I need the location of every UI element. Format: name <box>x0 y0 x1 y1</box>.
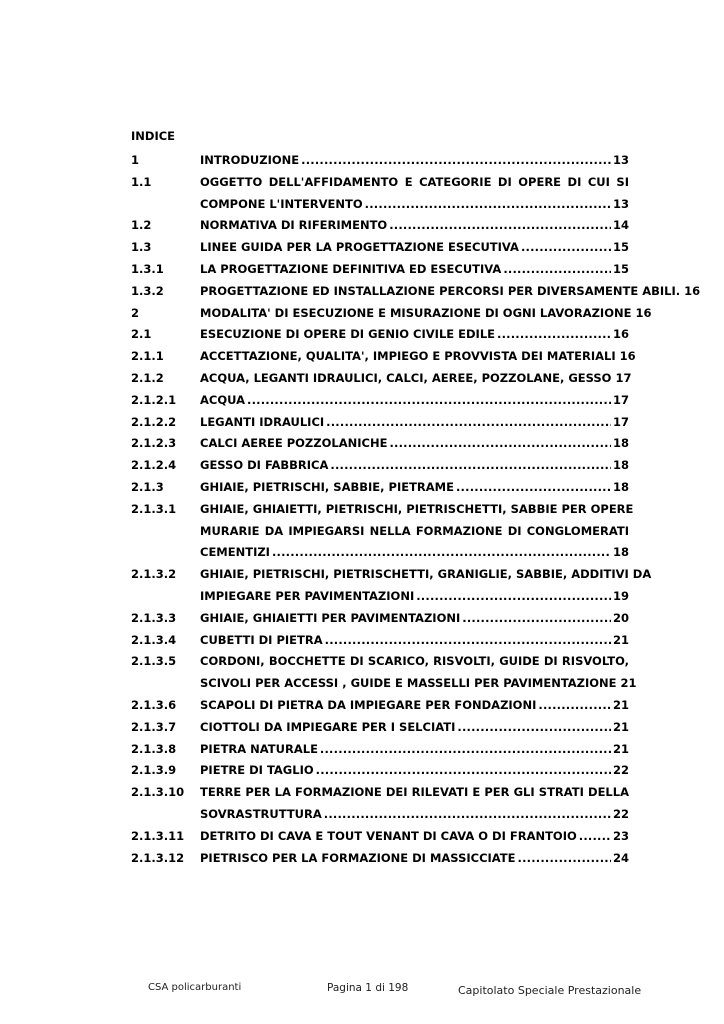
toc-entry[interactable] <box>131 739 629 761</box>
toc-entry-number: 2.1.2.4 <box>131 458 177 473</box>
table-of-contents <box>131 150 701 869</box>
toc-entry-number: 1.1 <box>131 174 152 189</box>
toc-entry-number: 2.1.3.2 <box>131 567 177 582</box>
toc-entry[interactable] <box>131 433 629 455</box>
toc-entry-title: ACQUA <box>200 392 246 407</box>
toc-entry-number: 2.1.3.12 <box>131 850 185 865</box>
toc-page-number: 15 <box>612 240 629 255</box>
toc-entry[interactable] <box>131 390 629 412</box>
toc-leader-dots <box>416 586 611 608</box>
toc-entry[interactable] <box>131 150 629 172</box>
footer-page-number: Pagina 1 di 198 <box>327 982 409 994</box>
toc-entry-title: CALCI AEREE POZZOLANICHE <box>200 436 388 451</box>
toc-entry-number: 2.1.3.7 <box>131 719 177 734</box>
toc-entry-title: PROGETTAZIONE ED INSTALLAZIONE PERCORSI PER DIVERSAMENTE ABILI. <box>200 283 681 298</box>
toc-page-number: 16 <box>612 327 629 342</box>
toc-entry-number: 2.1.3.5 <box>131 654 177 669</box>
toc-entry[interactable] <box>131 455 629 477</box>
toc-page-number: 20 <box>612 610 629 625</box>
toc-entry-text: MURARIE DA IMPIEGARSI NELLA FORMAZIONE DI CONGLOMERATI <box>200 523 629 538</box>
toc-entry[interactable] <box>131 695 629 717</box>
toc-entry-title: PIETRISCO PER LA FORMAZIONE DI MASSICCIATE <box>200 850 516 865</box>
toc-entry-title: SCIVOLI PER ACCESSI , GUIDE E MASSELLI PER PAVIMENTAZIONE <box>200 676 617 691</box>
toc-entry-title: LINEE GUIDA PER LA PROGETTAZIONE ESECUTIVA <box>200 240 519 255</box>
toc-leader-dots <box>316 760 611 782</box>
toc-entry[interactable] <box>131 651 637 695</box>
toc-entry[interactable] <box>131 760 629 782</box>
toc-entry-title: PIETRA NATURALE <box>200 741 318 756</box>
toc-entry[interactable] <box>131 826 629 848</box>
toc-leader-dots <box>521 237 611 259</box>
toc-entry[interactable] <box>131 281 701 303</box>
toc-page-number: 21 <box>620 676 637 691</box>
toc-entry[interactable] <box>131 782 629 826</box>
toc-entry[interactable] <box>131 412 629 434</box>
toc-entry-number: 2.1.3 <box>131 479 164 494</box>
toc-entry-title: INTRODUZIONE <box>200 153 300 167</box>
toc-page-number: 22 <box>612 763 629 778</box>
toc-leader-dots <box>389 215 611 237</box>
toc-entry-number: 2.1.3.4 <box>131 632 177 647</box>
toc-entry-title: ACQUA, LEGANTI IDRAULICI, CALCI, AEREE, POZZOLANE, GESSO <box>200 370 612 385</box>
toc-entry-title: DETRITO DI CAVA E TOUT VENANT DI CAVA O DI FRANTOIO <box>200 828 577 843</box>
toc-entry-title: CEMENTIZI <box>200 545 270 560</box>
toc-entry[interactable] <box>131 172 629 216</box>
toc-leader-dots <box>389 433 611 455</box>
toc-entry-number: 2.1.3.11 <box>131 828 185 843</box>
toc-leader-dots <box>462 608 611 630</box>
toc-entry-number: 1 <box>131 153 140 167</box>
toc-page-number: 13 <box>612 153 629 167</box>
toc-leader-dots <box>247 390 611 412</box>
toc-entry[interactable] <box>131 324 629 346</box>
toc-leader-dots <box>330 455 611 477</box>
toc-page-number: 21 <box>612 697 629 712</box>
toc-entry-text: GHIAIE, PIETRISCHI, PIETRISCHETTI, GRANIGLIE, SABBIE, ADDITIVI DA <box>200 567 652 582</box>
toc-entry[interactable] <box>131 259 629 281</box>
toc-entry-title: ESECUZIONE DI OPERE DI GENIO CIVILE EDILE <box>200 327 496 342</box>
toc-entry-number: 2.1.3.6 <box>131 697 177 712</box>
toc-entry-number: 2.1.3.8 <box>131 741 177 756</box>
toc-leader-dots <box>538 695 611 717</box>
toc-page-number: 18 <box>612 545 629 560</box>
toc-page-number: 15 <box>612 261 629 276</box>
toc-entry-number: 1.3 <box>131 240 152 255</box>
toc-entry[interactable] <box>131 215 629 237</box>
toc-leader-dots <box>324 804 611 826</box>
toc-entry[interactable] <box>131 608 629 630</box>
toc-entry[interactable] <box>131 717 629 739</box>
toc-page-number: 17 <box>612 392 629 407</box>
toc-entry[interactable] <box>131 477 629 499</box>
toc-entry-text: GHIAIE, GHIAIETTI, PIETRISCHI, PIETRISCHETTI, SABBIE PER OPERE <box>200 501 634 516</box>
toc-entry-number: 2.1.2 <box>131 370 164 385</box>
toc-entry-text: CORDONI, BOCCHETTE DI SCARICO, RISVOLTI, GUIDE DI RISVOLTO, <box>200 654 629 669</box>
toc-leader-dots <box>497 324 611 346</box>
toc-entry[interactable] <box>131 499 634 564</box>
toc-leader-dots <box>503 259 611 281</box>
toc-entry[interactable] <box>131 346 636 368</box>
toc-entry-title: SCAPOLI DI PIETRA DA IMPIEGARE PER FONDAZIONI <box>200 697 537 712</box>
toc-page-number: 21 <box>612 741 629 756</box>
footer-right: Capitolato Speciale Prestazionale <box>458 984 642 997</box>
toc-leader-dots <box>272 542 611 564</box>
toc-leader-dots <box>457 717 611 739</box>
toc-entry-number: 2 <box>131 305 140 320</box>
toc-entry-number: 2.1.3.1 <box>131 501 177 516</box>
toc-page-number: 18 <box>612 436 629 451</box>
toc-entry-title: ACCETTAZIONE, QUALITA', IMPIEGO E PROVVISTA DEI MATERIALI <box>200 349 616 364</box>
toc-entry[interactable] <box>131 848 629 870</box>
toc-leader-dots <box>325 630 611 652</box>
toc-entry-number: 2.1.2.3 <box>131 436 177 451</box>
toc-entry-title: LA PROGETTAZIONE DEFINITIVA ED ESECUTIVA <box>200 261 502 276</box>
toc-entry[interactable] <box>131 303 652 325</box>
toc-entry-title: MODALITA' DI ESECUZIONE E MISURAZIONE DI OGNI LAVORAZIONE <box>200 305 632 320</box>
toc-leader-dots <box>456 477 611 499</box>
toc-entry-number: 2.1.3.10 <box>131 785 185 800</box>
toc-page-number: 16 <box>619 349 636 364</box>
toc-page-number: 13 <box>612 196 629 211</box>
toc-entry[interactable] <box>131 564 652 608</box>
toc-page-number: 21 <box>612 632 629 647</box>
toc-leader-dots <box>579 826 611 848</box>
toc-title: INDICE <box>131 129 176 143</box>
toc-leader-dots <box>301 150 611 172</box>
toc-entry-number: 2.1.2.2 <box>131 414 177 429</box>
toc-page-number: 22 <box>612 806 629 821</box>
toc-entry-number: 1.3.2 <box>131 283 164 298</box>
toc-page-number: 17 <box>615 370 632 385</box>
toc-entry-title: PIETRE DI TAGLIO <box>200 763 314 778</box>
toc-entry-title: LEGANTI IDRAULICI <box>200 414 325 429</box>
toc-page-number: 18 <box>612 479 629 494</box>
toc-entry-number: 2.1.2.1 <box>131 392 177 407</box>
toc-page-number: 23 <box>612 828 629 843</box>
toc-page-number: 19 <box>612 588 629 603</box>
toc-leader-dots <box>320 739 611 761</box>
toc-entry-title: CIOTTOLI DA IMPIEGARE PER I SELCIATI <box>200 719 456 734</box>
footer-left: CSA policarburanti <box>148 982 242 993</box>
toc-entry-title: NORMATIVA DI RIFERIMENTO <box>200 218 388 233</box>
toc-leader-dots <box>365 194 611 216</box>
toc-entry-number: 2.1.3.3 <box>131 610 177 625</box>
toc-entry-title: GESSO DI FABBRICA <box>200 458 329 473</box>
toc-page-number: 14 <box>612 218 629 233</box>
toc-entry-number: 1.2 <box>131 218 152 233</box>
toc-entry-title: SOVRASTRUTTURA <box>200 806 322 821</box>
toc-page-number: 24 <box>612 850 629 865</box>
toc-entry-number: 1.3.1 <box>131 261 164 276</box>
toc-entry-text: OGGETTO DELL'AFFIDAMENTO E CATEGORIE DI OPERE DI CUI SI <box>200 174 629 189</box>
toc-page-number: 21 <box>612 719 629 734</box>
toc-page-number: 18 <box>612 458 629 473</box>
toc-page-number: 16 <box>635 305 652 320</box>
toc-entry-text: TERRE PER LA FORMAZIONE DEI RILEVATI E PER GLI STRATI DELLA <box>200 785 629 800</box>
toc-entry-number: 2.1.3.9 <box>131 763 177 778</box>
toc-entry[interactable] <box>131 630 629 652</box>
toc-page-number: 16 <box>684 283 701 298</box>
toc-leader-dots <box>326 412 611 434</box>
toc-entry-title: COMPONE L'INTERVENTO <box>200 196 363 211</box>
toc-entry-number: 2.1.1 <box>131 349 164 364</box>
toc-entry-number: 2.1 <box>131 327 152 342</box>
toc-entry-title: GHIAIE, GHIAIETTI PER PAVIMENTAZIONI <box>200 610 461 625</box>
toc-entry-title: IMPIEGARE PER PAVIMENTAZIONI <box>200 588 415 603</box>
toc-leader-dots <box>518 848 611 870</box>
toc-page-number: 17 <box>612 414 629 429</box>
toc-entry[interactable] <box>131 368 632 390</box>
toc-entry[interactable] <box>131 237 629 259</box>
toc-entry-title: GHIAIE, PIETRISCHI, SABBIE, PIETRAME <box>200 479 454 494</box>
toc-entry-title: CUBETTI DI PIETRA <box>200 632 323 647</box>
